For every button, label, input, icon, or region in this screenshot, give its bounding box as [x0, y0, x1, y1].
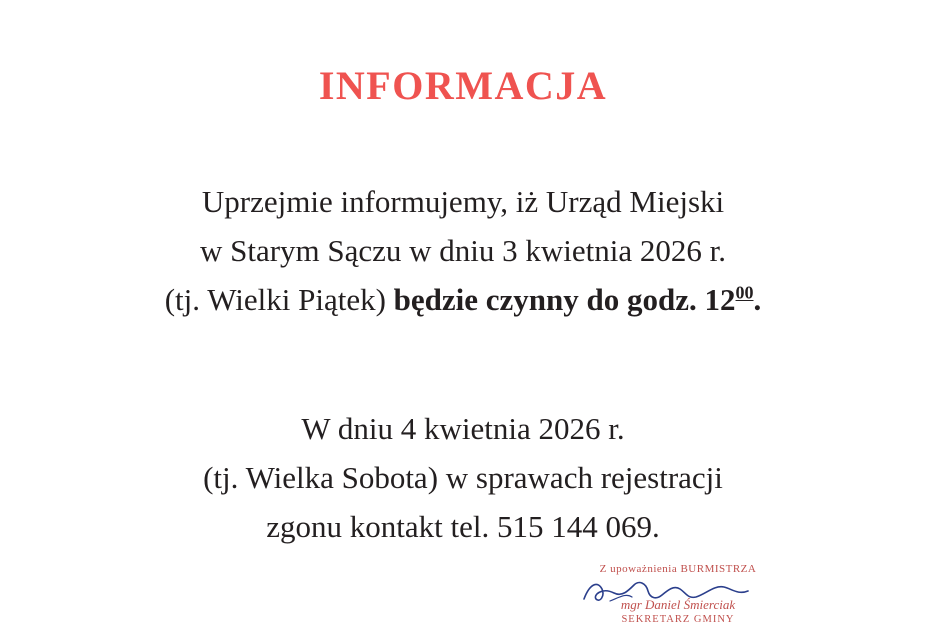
signature-authorization-text: Z upoważnienia BURMISTRZA	[599, 563, 757, 575]
paragraph-second-line-1: W dniu 4 kwietnia 2026 r.	[301, 411, 625, 446]
opening-hours-text: będzie czynny do godz. 12	[393, 281, 736, 317]
notice-paragraph-second	[0, 405, 926, 552]
paragraph-second-line-3: zgonu kontakt tel. 515 144 069.	[266, 508, 660, 544]
paragraph-second-line-2: (tj. Wielka Sobota) w sprawach rejestracji	[203, 459, 723, 495]
friday-suffix-text: .	[753, 281, 762, 317]
notice-title: INFORMACJA	[318, 63, 608, 108]
signature-block	[548, 563, 808, 635]
hours-superscript: 00	[735, 282, 754, 303]
notice-paragraph-first	[0, 178, 926, 325]
signature-role: SEKRETARZ GMINY	[621, 614, 735, 625]
friday-prefix-text: (tj. Wielki Piątek)	[164, 281, 394, 317]
paragraph-first-line-1: Uprzejmie informujemy, iż Urząd Miejski	[201, 184, 725, 219]
signature-name: mgr Daniel Śmierciak	[620, 597, 736, 612]
paragraph-first-line-3	[0, 276, 926, 325]
paragraph-first-line-2: w Starym Sączu w dniu 3 kwietnia 2026 r.	[199, 232, 727, 268]
